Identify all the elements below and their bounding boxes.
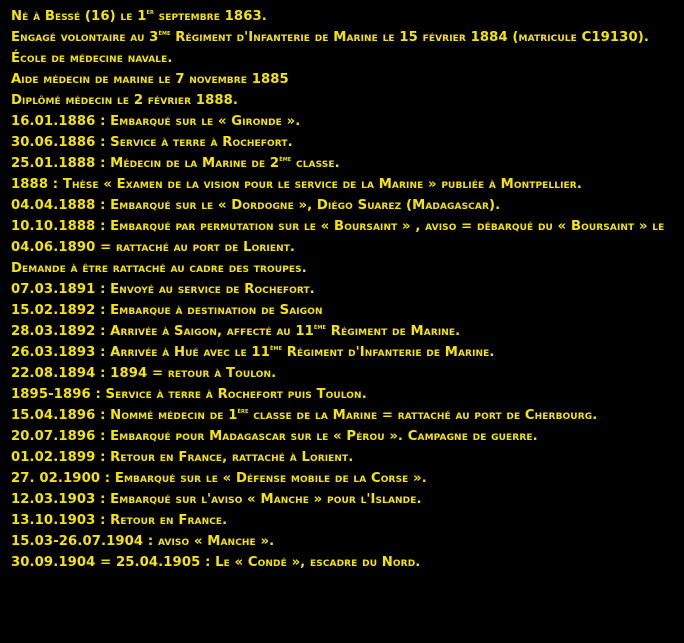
text-line: 01.02.1899 : Retour en France, rattaché à Lorient. [11,450,354,465]
career-timeline-text [11,6,675,573]
text-line: 28.03.1892 : Arrivée à Saigon, affecté au 11ème Régiment de Marine. [11,323,461,339]
text-line: 27. 02.1900 : Embarqué sur le « Défense mobile de la Corse ». [11,471,427,486]
text-line: Aide médecin de marine le 7 novembre 1885 [11,72,289,87]
text-line: Engagé volontaire au 3ème Régiment d'Infanterie de Marine le 15 février 1884 (matricule C19130). [11,29,649,45]
text-line: 30.06.1886 : Service à terre à Rochefort. [11,135,293,150]
text-line: 1895-1896 : Service à terre à Rochefort puis Toulon. [11,387,367,402]
text-line: 30.09.1904 = 25.04.1905 : Le « Condé », escadre du Nord. [11,555,421,570]
text-line: 10.10.1888 : Embarqué par permutation sur le « Boursaint » , aviso = débarqué du « Boursaint » le 04.06.1890 = rattaché au port de Lorient. [11,219,665,255]
text-line: 20.07.1896 : Embarqué pour Madagascar sur le « Pérou ». Campagne de guerre. [11,429,538,444]
text-line: 04.04.1888 : Embarqué sur le « Dordogne », Diégo Suarez (Madagascar). [11,198,501,213]
text-line: 15.04.1896 : Nommé médecin de 1ère classe de la Marine = rattaché au port de Cherbourg. [11,407,598,423]
text-line: 1888 : Thèse « Examen de la vision pour le service de la Marine » publiée à Montpellier. [11,177,582,192]
text-line: 25.01.1888 : Médecin de la Marine de 2ème classe. [11,155,340,171]
text-line: 12.03.1903 : Embarqué sur l'aviso « Manche » pour l'Islande. [11,492,422,507]
text-line: Demande à être rattaché au cadre des troupes. [11,261,307,276]
text-line: École de médecine navale. [11,51,173,66]
text-line: 13.10.1903 : Retour en France. [11,513,228,528]
text-line: 07.03.1891 : Envoyé au service de Rochefort. [11,282,315,297]
text-line: 26.03.1893 : Arrivée à Hué avec le 11ème Régiment d'Infanterie de Marine. [11,344,495,360]
text-line: 15.02.1892 : Embarque à destination de Saigon [11,303,323,318]
text-line: Né à Bessé (16) le 1er septembre 1863. [11,8,267,24]
text-line: Diplômé médecin le 2 février 1888. [11,93,239,108]
text-line: 16.01.1886 : Embarqué sur le « Gironde ». [11,114,301,129]
text-line: 15.03-26.07.1904 : aviso « Manche ». [11,534,275,549]
text-line: 22.08.1894 : 1894 = retour à Toulon. [11,366,277,381]
